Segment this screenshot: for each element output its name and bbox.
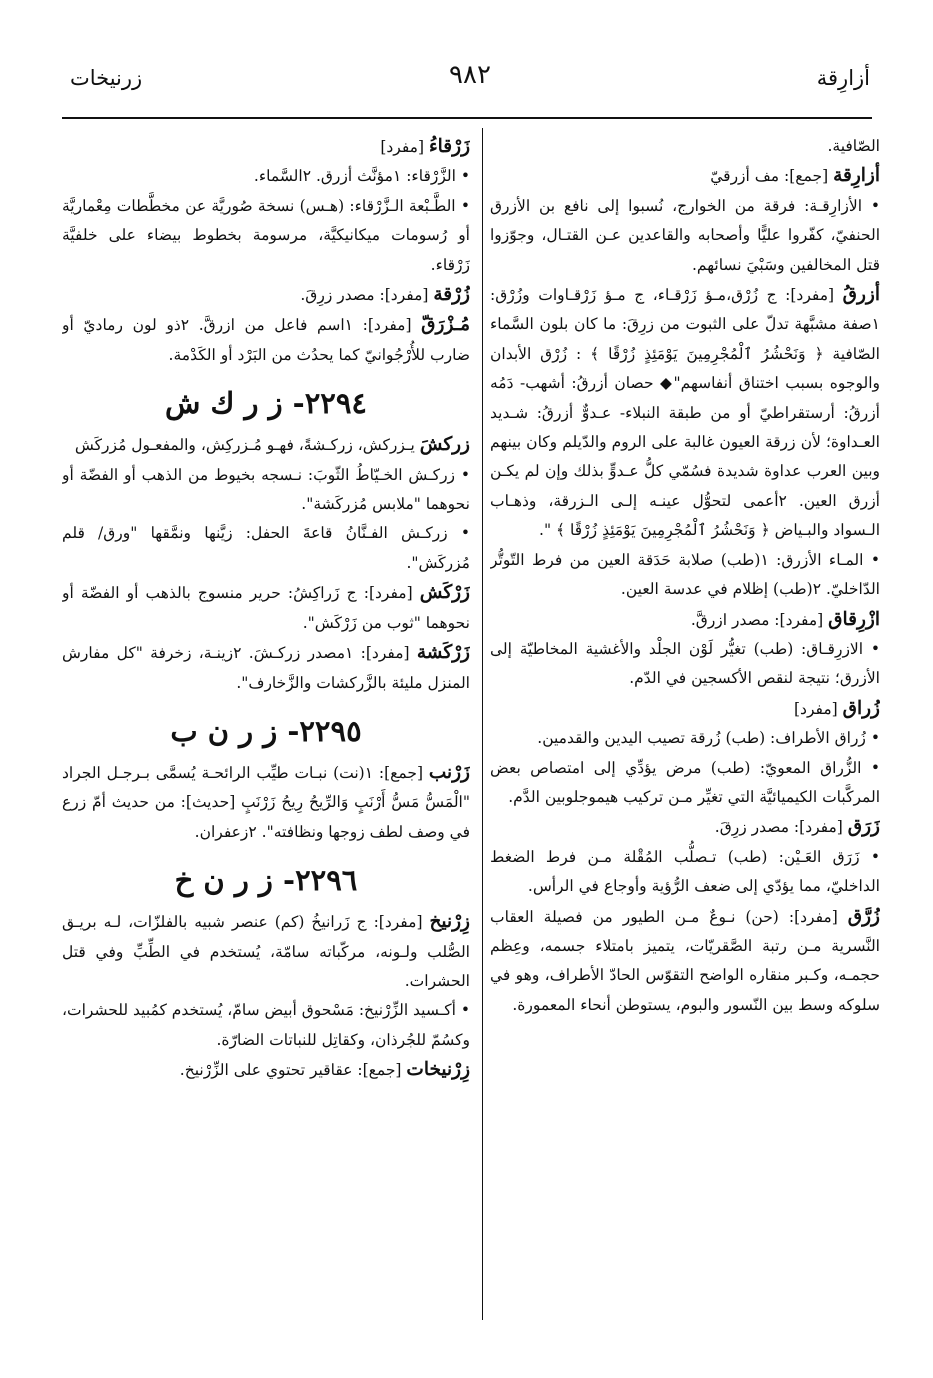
entry-definition: [مفرد]: مصدر زرِقَ. — [300, 286, 434, 305]
dictionary-entry — [490, 902, 880, 1021]
right-column — [490, 132, 880, 1322]
entry-headword: زَرْقاءُ — [428, 136, 470, 157]
entry-headword: زَرَق — [847, 816, 880, 838]
dictionary-entry — [62, 907, 470, 996]
dictionary-entry — [62, 1055, 470, 1085]
entry-headword: زركشَ — [419, 434, 470, 456]
entry-definition: [جمع]: ١(نت) نبـات طيِّب الرائحـة يُسمَّى بـرجـل الجراد "الْمَسُّ مَسُّ أَرْنَبٍ وَالرِّيحُ رِيحُ زَرْنَبٍ [حديث]: من حديث أمّ زرع في وصف لطف زوجها ونظافته". ٢زعفران. — [62, 763, 470, 841]
guide-word-first: أزارِقة — [816, 66, 870, 90]
definition-text: • الطَّـبْعة الـزَّرْقاء: (هـس) نسخة صُوريَّة عن مخطَّطات مِعْماريَّة أو رُسومات ميكانيكيَّة، مرسومة بخطوط بيضاء على خلفيَّة زَرْقاء. — [62, 196, 470, 274]
dictionary-entry — [62, 310, 470, 370]
entry-headword: زَرْكَش — [419, 582, 470, 604]
entry-headword: زَرْكَشة — [416, 642, 470, 664]
guide-word-last: زرنيخات — [70, 66, 143, 90]
dictionary-entry — [62, 280, 470, 310]
dictionary-entry — [490, 280, 880, 546]
dictionary-entry — [490, 812, 880, 842]
entry-definition: [مفرد]: مصدر ازرقَّ. — [690, 610, 829, 629]
entry-definition: [مفرد]: ج زَراكِشُ: حرير منسوج بالذهب أو الفضّة أو نحوهما "ثوب من زَرْكَش". — [62, 584, 470, 632]
entry-definition: [مفرد] — [380, 138, 429, 156]
column-divider — [482, 128, 483, 1320]
dictionary-entry — [62, 638, 470, 698]
dictionary-entry — [490, 694, 880, 724]
entry-definition: [جمع]: عقاقير تحتوي على الزِّرْنيخ. — [179, 1061, 407, 1080]
entry-headword: زِرْنيخات — [406, 1059, 470, 1081]
entry-definition: [مفرد]: ج زَرانيخُ (كم) عنصر شبيه بالفلزّات، لـه بريـق الصُّلب ولـونه، مركّباته سامّة، يُستخدم في الطِّبِّ وفي قتل الحشرات. — [62, 913, 470, 990]
page-header — [70, 60, 870, 106]
definition-text: • زركـش الخـيّاطُ الثّوبَ: نـسجه بخيوط من الذهب أو الفضّة أو نحوهما "ملابس مُزركَشة". — [62, 465, 470, 514]
dictionary-entry — [62, 132, 470, 162]
definition-text: • زُراق الأطراف: (طب) زُرقة تصيب اليدين والقدمين. — [537, 729, 880, 748]
dictionary-entry — [62, 578, 470, 638]
entry-definition: [مفرد]: ج زُرْق،مـؤ زَرْقـاء، ج مـؤ زَرْقـاوات وزُرْق: ١صفة مشبَّهة تدلّ على الثبوت من زرِقَ: ما كان بلون السَّماء الصّافية ﴿ وَنَحْشُرُ ٱلْمُجْرِمِينَ يَوْمَئِذٍ زُرْقًا ﴾ : زُرْق الأبدان والوجوه بسبب اختناق أنفاسهم"◆ حصان أزرقُ: أشهب- دَمُه أزرقُ: أرستقراطيّ أو من طبقة النبلاء- عـدوٌّ أزرقُ: شـديد العـداوة؛ لأن زرقة العيون غالبة على الروم والدّيلم وكان بينهم وبين العرب عداوة شديدة فسُمّي كلُّ عـدوٍّ بذلك وإن لم يكـن أزرق العين. ٢أعمى لتحوُّل عينـه إلـى الـزرقة، وذهـاب الـسواد والبـياض ﴿ وَنَحْشُرُ ٱلْمُجْرِمِينَ يَوْمَئِذٍ زُرْقًا ﴾ ". — [490, 286, 880, 540]
entry-definition: [مفرد] — [794, 699, 843, 718]
root-heading: ٢٢٩٥- ز ر ن ب — [170, 713, 362, 748]
entry-definition: يـزركش، زركـشةً، فهـو مُـزركِش، والمفعـول مُزركَش — [74, 436, 420, 455]
root-heading: ٢٢٩٦- ز ر ن خ — [174, 863, 358, 898]
entry-headword: زُراق — [842, 697, 880, 719]
dictionary-entry — [62, 758, 470, 847]
entry-headword: زُرْقة — [433, 284, 470, 306]
entry-headword: مُـزْرَقّ — [421, 314, 470, 336]
definition-text: • الزُّراق المعويّ: (طب) مرض يؤدِّي إلى امتصاص بعض المركَّبات الكيميائيَّة التي تغيِّر مـن تركيب هيموجلوبين الدَّم. — [490, 758, 880, 806]
entry-definition: [مفرد]: مصدر زرِقَ. — [714, 818, 848, 837]
definition-text: • الأزارِقـة: فرقة من الخوارج، نُسبوا إلى نافع بن الأزرق الحنفيّ، كفّروا عليًّا وأصحابه والقاعدين عـن القتـال، وجوّزوا قتل المخالفين وسَبْيَ نسائهم. — [490, 196, 880, 274]
dictionary-entry — [62, 430, 470, 460]
entry-definition: [مفرد]: ١مصدر زركـشَ. ٢زينـة، زخرفة "كل مفارش المنزل مليئة بالزَّركشات والزَّخارف". — [62, 644, 470, 692]
definition-text: • زركـش الفـنَّانُ قاعةَ الحفل: زيَّنها ونمَّقها "ورق/ قلم مُزركَش". — [62, 524, 470, 572]
root-heading: ٢٢٩٤- ز ر ك ش — [164, 386, 368, 421]
entry-headword: زُرَّق — [847, 905, 880, 927]
dictionary-entry — [490, 161, 880, 191]
entry-headword: ازْرِقاق — [828, 608, 880, 630]
definition-text: الصّافية. — [827, 137, 880, 155]
page-number: ٩٨٢ — [449, 60, 491, 90]
definition-text: • الازرِقـاق: (طب) تغيُّر لَوْن الجلْد والأغشية المخاطيّة إلى الأزرق؛ نتيجة لنقص الأكسجين في الدّم. — [490, 639, 880, 688]
entry-definition: [جمع]: مف أزرقيّ — [710, 167, 834, 186]
entry-headword: أزرقُ — [842, 284, 880, 306]
definition-text: • المـاء الأزرق: ١(طب) صلابة حَدَقة العين من فرط التّوتُّر الدّاخليّ. ٢(طب) إظلام في عدسة العين. — [490, 550, 880, 599]
definition-text: • الزَّرْقاء: ١مؤنَّث أزرق. ٢السَّماء. — [253, 167, 470, 186]
entry-headword: أزارِقة — [833, 165, 880, 187]
header-rule — [62, 117, 872, 119]
entry-definition: [مفرد]: (حن) نـوعٌ مـن الطيور من فصيلة العقاب النَّسرية مـن رتبة الصَّقريّات، يتميز بامتلاء جسمه، وعِظم حجمـه، وكـبر منقاره الواضح التقوّس الحادّ الأطراف، وهو في سلوكه وسط بين النّسور والبوم، يستوطن أنحاء المعمورة. — [490, 907, 880, 1014]
definition-text: • أكـسيد الزِّرْنيخ: مَسْحوق أبيض سامّ، يُستخدم كمُبيد للحشرات، وكسُمّ للجُرذان، وكقاتِل للنباتات الضارّة. — [62, 1001, 470, 1049]
definition-text: • زَرَق العَـيْن: (طب) تـصلُّب المُقْلة مـن فرط الضغط الداخليّ، مما يؤدّي إلى ضعف الرُّؤية وأوجاع في الرأس. — [490, 847, 880, 896]
entry-headword: زَرْنب — [428, 761, 470, 783]
dictionary-entry — [490, 605, 880, 635]
entry-headword: زِرْنيخ — [429, 911, 470, 933]
entry-definition: [مفرد]: ١اسم فاعل من ازرقَّ. ٢ذو لون رماديّ أو ضارب للأُرْجُوانيّ كما يحدُث من البَرْد أو الكَدْمة. — [62, 316, 470, 364]
left-column — [62, 132, 470, 1322]
